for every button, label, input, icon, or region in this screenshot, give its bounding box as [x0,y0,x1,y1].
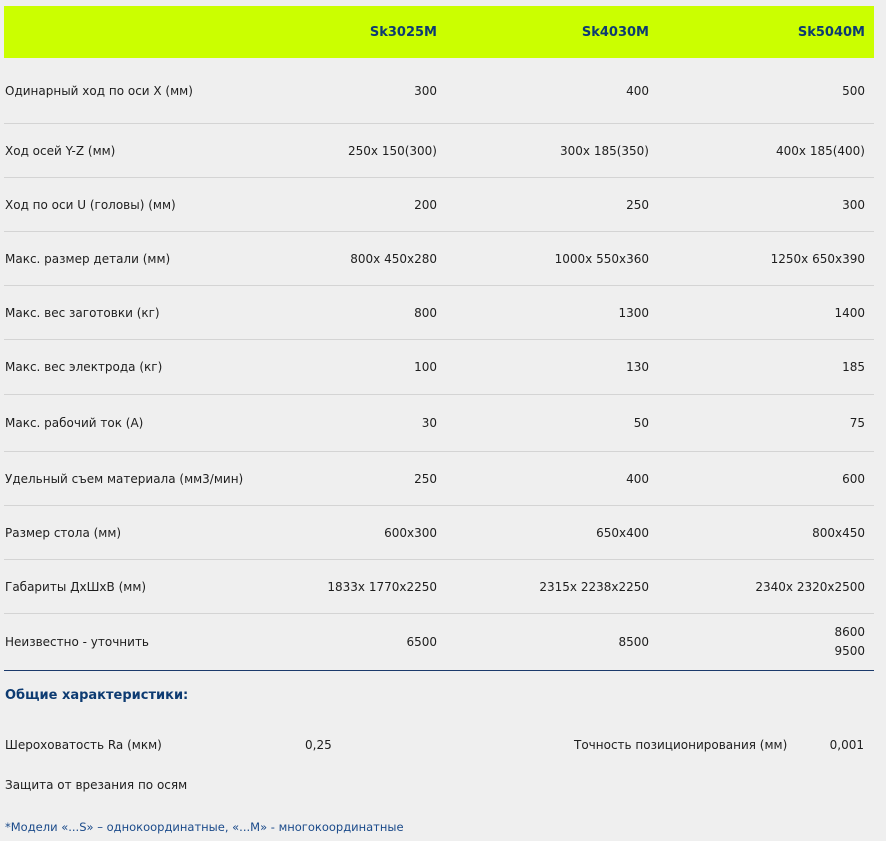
cell-value: 800х 450х280 [350,251,437,266]
cell-value-line: 8600 [834,624,865,639]
cell-value: 800х450 [812,525,865,540]
models-footnote: *Модели «...S» – однокоординатные, «...M» - многокоординатные [5,820,404,834]
model-header: Sk4030M [581,24,649,40]
table-row [4,614,874,669]
table-header [4,6,874,58]
table-row [4,395,874,452]
general-characteristics-title: Общие характеристики: [5,688,189,703]
row-label: Габариты ДхШхВ (мм) [5,579,147,594]
row-label: Макс. размер детали (мм) [5,251,171,266]
row-label: Одинарный ход по оси X (мм) [5,83,193,98]
row-label: Размер стола (мм) [5,525,122,540]
cell-value: 6500 [406,634,437,649]
model-header: Sk3025M [369,24,437,40]
cell-value-multiline [649,623,865,661]
accuracy-value: 0,001 [829,738,864,752]
roughness-value: 0,25 [305,738,332,752]
protection-label: Защита от врезания по осям [5,778,188,792]
model-header: Sk5040M [797,24,865,40]
cell-value: 2340х 2320х2500 [755,579,865,594]
cell-value: 1300 [618,305,649,320]
row-label: Ход по оси U (головы) (мм) [5,197,176,212]
row-label: Макс. вес электрода (кг) [5,360,163,374]
cell-value-line: 9500 [834,643,865,658]
cell-value: 130 [626,360,649,374]
cell-value: 200 [414,197,437,212]
spec-table [4,6,874,669]
cell-value: 300х 185(350) [560,143,649,158]
row-label: Макс. вес заготовки (кг) [5,305,160,320]
table-row [4,452,874,506]
cell-value: 800 [414,305,437,320]
cell-value: 1000х 550х360 [554,251,649,266]
cell-value: 50 [633,416,649,430]
table-row [4,340,874,395]
table-row [4,286,874,340]
row-label: Макс. рабочий ток (А) [5,416,144,430]
cell-value: 600 [842,471,865,486]
cell-value: 400х 185(400) [776,143,865,158]
cell-value: 250 [626,197,649,212]
table-row [4,178,874,232]
cell-value: 1400 [834,305,865,320]
table-row [4,124,874,178]
cell-value: 600х300 [384,525,437,540]
cell-value: 30 [421,416,437,430]
row-label: Ход осей Y-Z (мм) [5,143,116,158]
cell-value: 400 [626,471,649,486]
section-divider [4,670,874,671]
table-row [4,560,874,614]
cell-value: 250х 150(300) [348,143,437,158]
cell-value: 250 [414,471,437,486]
cell-value: 75 [849,416,865,430]
cell-value: 185 [842,360,865,374]
cell-value: 2315х 2238х2250 [539,579,649,594]
row-label: Удельный съем материала (мм3/мин) [5,471,244,486]
cell-value: 300 [842,197,865,212]
cell-value: 100 [414,360,437,374]
table-row [4,232,874,286]
table-row [4,506,874,560]
cell-value: 1250х 650х390 [770,251,865,266]
cell-value: 300 [414,83,437,98]
cell-value: 1833х 1770х2250 [327,579,437,594]
cell-value: 500 [842,83,865,98]
accuracy-label: Точность позиционирования (мм) [574,738,788,752]
table-row [4,58,874,124]
cell-value: 650х400 [596,525,649,540]
cell-value: 400 [626,83,649,98]
row-label: Неизвестно - уточнить [5,634,150,649]
cell-value: 8500 [618,634,649,649]
roughness-label: Шероховатость Ra (мкм) [5,738,162,752]
